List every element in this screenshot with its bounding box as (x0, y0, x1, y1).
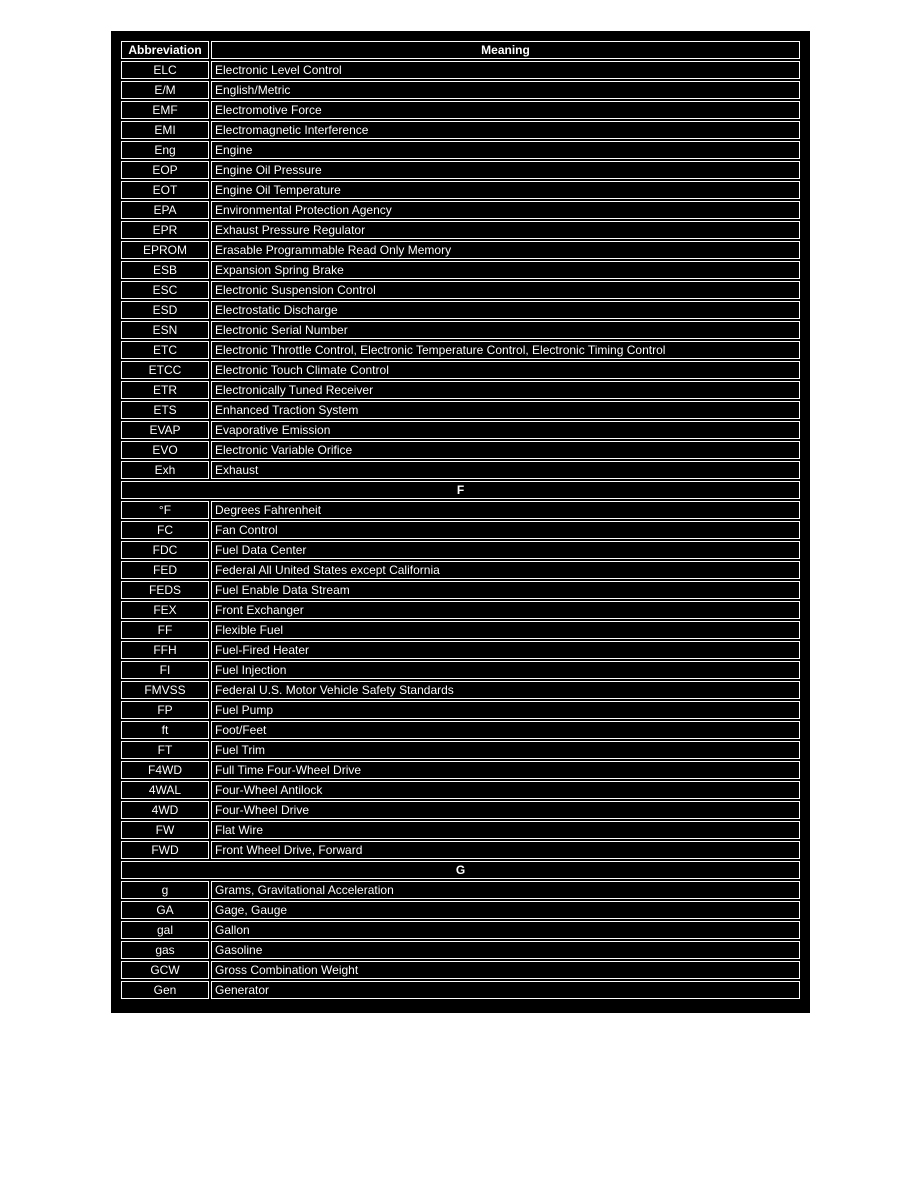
abbreviation-cell: EOP (121, 161, 209, 179)
meaning-cell: Four-Wheel Antilock (211, 781, 800, 799)
abbreviation-cell: FEDS (121, 581, 209, 599)
meaning-cell: Electronic Suspension Control (211, 281, 800, 299)
abbreviation-cell: ft (121, 721, 209, 739)
meaning-cell: Fan Control (211, 521, 800, 539)
meaning-cell: Electrostatic Discharge (211, 301, 800, 319)
abbreviation-cell: °F (121, 501, 209, 519)
table-row (121, 941, 800, 959)
table-row (121, 901, 800, 919)
abbreviation-cell: EOT (121, 181, 209, 199)
meaning-cell: Engine Oil Temperature (211, 181, 800, 199)
table-row (121, 621, 800, 639)
abbreviation-table-frame (111, 31, 810, 1013)
meaning-cell: Degrees Fahrenheit (211, 501, 800, 519)
table-row (121, 161, 800, 179)
meaning-cell: Engine Oil Pressure (211, 161, 800, 179)
abbreviation-cell: FED (121, 561, 209, 579)
abbreviation-cell: ETC (121, 341, 209, 359)
table-row (121, 641, 800, 659)
section-label: G (121, 861, 800, 879)
meaning-cell: Electronic Touch Climate Control (211, 361, 800, 379)
table-row (121, 81, 800, 99)
abbreviation-cell: FMVSS (121, 681, 209, 699)
meaning-cell: Electronic Serial Number (211, 321, 800, 339)
meaning-cell: Gage, Gauge (211, 901, 800, 919)
abbreviation-cell: g (121, 881, 209, 899)
abbreviation-cell: ESN (121, 321, 209, 339)
abbreviation-cell: FEX (121, 601, 209, 619)
meaning-cell: Engine (211, 141, 800, 159)
table-row (121, 321, 800, 339)
abbreviation-cell: GA (121, 901, 209, 919)
meaning-cell: Front Wheel Drive, Forward (211, 841, 800, 859)
meaning-cell: Exhaust (211, 461, 800, 479)
meaning-cell: Fuel-Fired Heater (211, 641, 800, 659)
table-row (121, 341, 800, 359)
abbreviation-cell: EPA (121, 201, 209, 219)
section-header-row (121, 481, 800, 499)
meaning-cell: Electronically Tuned Receiver (211, 381, 800, 399)
abbreviation-cell: FDC (121, 541, 209, 559)
meaning-cell: Environmental Protection Agency (211, 201, 800, 219)
abbreviation-cell: ETS (121, 401, 209, 419)
abbreviation-cell: FI (121, 661, 209, 679)
table-row (121, 421, 800, 439)
meaning-cell: Grams, Gravitational Acceleration (211, 881, 800, 899)
abbreviation-cell: EVAP (121, 421, 209, 439)
meaning-cell: Exhaust Pressure Regulator (211, 221, 800, 239)
table-row (121, 781, 800, 799)
table-header-row (121, 41, 800, 59)
section-label: F (121, 481, 800, 499)
meaning-cell: Electronic Level Control (211, 61, 800, 79)
abbreviation-cell: EPROM (121, 241, 209, 259)
meaning-cell: Fuel Trim (211, 741, 800, 759)
abbreviation-cell: ESD (121, 301, 209, 319)
table-row (121, 141, 800, 159)
abbreviation-cell: gas (121, 941, 209, 959)
table-row (121, 101, 800, 119)
meaning-cell: Gross Combination Weight (211, 961, 800, 979)
table-row (121, 681, 800, 699)
meaning-cell: Fuel Enable Data Stream (211, 581, 800, 599)
section-header-row (121, 861, 800, 879)
table-row (121, 261, 800, 279)
meaning-cell: Electronic Variable Orifice (211, 441, 800, 459)
table-row (121, 561, 800, 579)
abbreviation-cell: gal (121, 921, 209, 939)
meaning-cell: Electromotive Force (211, 101, 800, 119)
abbreviation-cell: ETCC (121, 361, 209, 379)
meaning-cell: Flat Wire (211, 821, 800, 839)
meaning-cell: Enhanced Traction System (211, 401, 800, 419)
table-row (121, 221, 800, 239)
abbreviation-cell: ELC (121, 61, 209, 79)
table-row (121, 381, 800, 399)
table-row (121, 521, 800, 539)
table-row (121, 241, 800, 259)
abbreviation-cell: Eng (121, 141, 209, 159)
table-row (121, 921, 800, 939)
table-row (121, 701, 800, 719)
meaning-cell: Full Time Four-Wheel Drive (211, 761, 800, 779)
abbreviation-cell: Exh (121, 461, 209, 479)
table-row (121, 541, 800, 559)
table-row (121, 281, 800, 299)
abbreviation-cell: EMI (121, 121, 209, 139)
abbreviation-cell: 4WAL (121, 781, 209, 799)
table-row (121, 961, 800, 979)
table-row (121, 61, 800, 79)
abbreviation-cell: FC (121, 521, 209, 539)
meaning-cell: Generator (211, 981, 800, 999)
table-row (121, 601, 800, 619)
table-row (121, 301, 800, 319)
abbreviation-cell: GCW (121, 961, 209, 979)
meaning-cell: Federal All United States except California (211, 561, 800, 579)
abbreviation-cell: ETR (121, 381, 209, 399)
abbreviation-cell: FW (121, 821, 209, 839)
meaning-cell: Front Exchanger (211, 601, 800, 619)
table-row (121, 441, 800, 459)
abbreviation-table (119, 39, 802, 1001)
abbreviation-cell: EMF (121, 101, 209, 119)
table-row (121, 981, 800, 999)
table-row (121, 461, 800, 479)
meaning-cell: Gasoline (211, 941, 800, 959)
table-body (121, 61, 800, 999)
table-row (121, 361, 800, 379)
table-row (121, 761, 800, 779)
meaning-cell: Electronic Throttle Control, Electronic Temperature Control, Electronic Timing Control (211, 341, 800, 359)
abbreviation-cell: EPR (121, 221, 209, 239)
abbreviation-cell: ESB (121, 261, 209, 279)
abbreviation-cell: FP (121, 701, 209, 719)
table-row (121, 841, 800, 859)
table-row (121, 721, 800, 739)
table-row (121, 741, 800, 759)
abbreviation-cell: FFH (121, 641, 209, 659)
abbreviation-cell: 4WD (121, 801, 209, 819)
abbreviation-cell: FT (121, 741, 209, 759)
meaning-cell: Fuel Pump (211, 701, 800, 719)
table-row (121, 201, 800, 219)
meaning-cell: Evaporative Emission (211, 421, 800, 439)
table-row (121, 581, 800, 599)
abbreviation-cell: FWD (121, 841, 209, 859)
abbreviation-cell: ESC (121, 281, 209, 299)
table-row (121, 821, 800, 839)
abbreviation-cell: E/M (121, 81, 209, 99)
table-row (121, 881, 800, 899)
meaning-cell: Foot/Feet (211, 721, 800, 739)
meaning-cell: Expansion Spring Brake (211, 261, 800, 279)
meaning-cell: Fuel Data Center (211, 541, 800, 559)
table-row (121, 401, 800, 419)
abbreviation-cell: EVO (121, 441, 209, 459)
meaning-cell: Erasable Programmable Read Only Memory (211, 241, 800, 259)
table-row (121, 801, 800, 819)
abbreviation-cell: F4WD (121, 761, 209, 779)
meaning-column-header: Meaning (211, 41, 800, 59)
table-row (121, 121, 800, 139)
abbreviation-column-header: Abbreviation (121, 41, 209, 59)
table-row (121, 181, 800, 199)
abbreviation-cell: Gen (121, 981, 209, 999)
abbreviation-cell: FF (121, 621, 209, 639)
meaning-cell: Four-Wheel Drive (211, 801, 800, 819)
meaning-cell: Electromagnetic Interference (211, 121, 800, 139)
meaning-cell: Flexible Fuel (211, 621, 800, 639)
table-row (121, 661, 800, 679)
meaning-cell: Fuel Injection (211, 661, 800, 679)
table-row (121, 501, 800, 519)
meaning-cell: English/Metric (211, 81, 800, 99)
meaning-cell: Gallon (211, 921, 800, 939)
meaning-cell: Federal U.S. Motor Vehicle Safety Standards (211, 681, 800, 699)
